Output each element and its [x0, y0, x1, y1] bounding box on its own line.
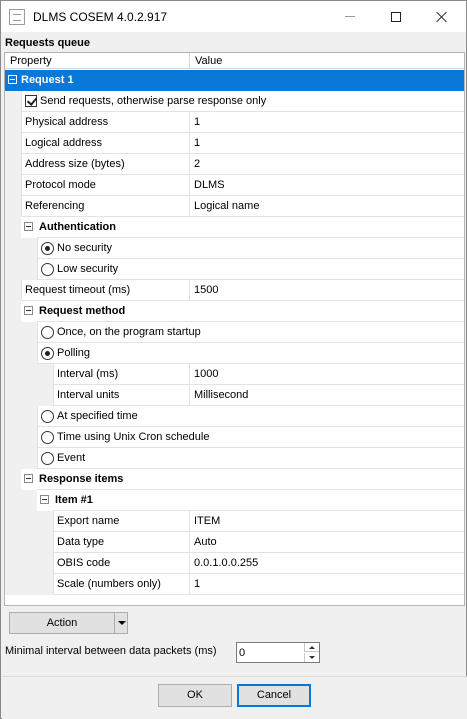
requests-queue-title: Requests queue	[5, 37, 90, 49]
property-row[interactable]	[5, 175, 464, 196]
app-window-icon	[9, 9, 25, 25]
property-label: Physical address	[21, 112, 189, 133]
property-value[interactable]: DLMS	[189, 175, 464, 196]
item-field-label: Scale (numbers only)	[53, 574, 189, 595]
radio-button[interactable]	[41, 326, 54, 339]
method-option-label: Event	[57, 452, 86, 464]
property-row[interactable]	[5, 280, 464, 301]
item-field-value[interactable]: 0.0.1.0.0.255	[189, 553, 464, 574]
window-title: DLMS COSEM 4.0.2.917	[33, 10, 168, 24]
action-split-button[interactable]	[9, 612, 128, 634]
property-value[interactable]: 1	[189, 133, 464, 154]
collapse-icon[interactable]	[40, 495, 49, 504]
collapse-icon[interactable]	[24, 222, 33, 231]
method-option-row[interactable]	[5, 322, 464, 343]
auth-option-label: Low security	[57, 263, 119, 275]
polling-property-value[interactable]: 1000	[189, 364, 464, 385]
close-icon	[436, 11, 448, 23]
response-items-category[interactable]	[5, 469, 464, 490]
collapse-icon[interactable]	[24, 306, 33, 315]
dialog-footer	[2, 676, 467, 719]
item-field-label: Data type	[53, 532, 189, 553]
minimize-icon	[345, 16, 355, 17]
property-column-header: Property	[10, 55, 52, 67]
radio-button[interactable]	[41, 431, 54, 444]
polling-property-label: Interval units	[53, 385, 189, 406]
min-interval-input[interactable]	[239, 645, 301, 660]
item-field-row[interactable]	[5, 574, 464, 595]
polling-property-label: Interval (ms)	[53, 364, 189, 385]
item-field-value[interactable]: Auto	[189, 532, 464, 553]
radio-button[interactable]	[41, 452, 54, 465]
request-1-row[interactable]	[5, 70, 464, 91]
request-method-label: Request method	[37, 301, 464, 322]
method-option-row[interactable]	[5, 427, 464, 448]
request-1-label: Request 1	[21, 74, 74, 86]
method-option-label: Polling	[57, 347, 91, 359]
maximize-button[interactable]	[373, 1, 419, 32]
maximize-icon	[391, 12, 401, 22]
title-bar[interactable]	[1, 1, 466, 32]
collapse-icon[interactable]	[8, 75, 17, 84]
item-1-category[interactable]	[5, 490, 464, 511]
item-field-label: Export name	[53, 511, 189, 532]
property-label: Referencing	[21, 196, 189, 217]
request-method-category[interactable]	[5, 301, 464, 322]
min-interval-label: Minimal interval between data packets (ms)	[5, 645, 217, 657]
property-row[interactable]	[5, 133, 464, 154]
method-option-row[interactable]	[5, 448, 464, 469]
item-field-row[interactable]	[5, 532, 464, 553]
request-timeout-label: Request timeout (ms)	[21, 280, 189, 301]
item-field-row[interactable]	[5, 553, 464, 574]
property-grid[interactable]	[4, 52, 465, 606]
send-requests-label: Send requests, otherwise parse response only	[40, 95, 267, 107]
auth-option-row[interactable]	[5, 259, 464, 280]
response-items-label: Response items	[37, 469, 464, 490]
item-1-label: Item #1	[53, 490, 464, 511]
send-requests-row[interactable]	[5, 91, 464, 112]
property-row[interactable]	[5, 196, 464, 217]
property-row[interactable]	[5, 112, 464, 133]
value-column-header: Value	[195, 55, 223, 67]
method-option-label: At specified time	[57, 410, 138, 422]
cancel-button[interactable]: Cancel	[237, 684, 311, 707]
min-interval-spinner[interactable]	[236, 642, 320, 663]
polling-property-value[interactable]: Millisecond	[189, 385, 464, 406]
radio-button[interactable]	[41, 263, 54, 276]
item-field-value[interactable]: 1	[189, 574, 464, 595]
request-timeout-value[interactable]: 1500	[189, 280, 464, 301]
auth-option-label: No security	[57, 242, 113, 254]
property-value[interactable]: 1	[189, 112, 464, 133]
polling-property-row[interactable]	[5, 364, 464, 385]
authentication-label: Authentication	[37, 217, 464, 238]
action-button-label: Action	[46, 617, 78, 629]
close-button[interactable]	[419, 1, 465, 32]
property-label: Address size (bytes)	[21, 154, 189, 175]
grid-header	[5, 53, 464, 69]
collapse-icon[interactable]	[24, 474, 33, 483]
property-row[interactable]	[5, 154, 464, 175]
method-option-row[interactable]	[5, 343, 464, 364]
property-label: Logical address	[21, 133, 189, 154]
spin-up-icon[interactable]	[304, 643, 319, 652]
ok-button[interactable]: OK	[158, 684, 232, 707]
authentication-category[interactable]	[5, 217, 464, 238]
radio-button[interactable]	[41, 347, 54, 360]
auth-option-row[interactable]	[5, 238, 464, 259]
polling-property-row[interactable]	[5, 385, 464, 406]
property-value[interactable]: 2	[189, 154, 464, 175]
dropdown-arrow-icon[interactable]	[118, 621, 126, 625]
method-option-label: Once, on the program startup	[57, 326, 201, 338]
item-field-label: OBIS code	[53, 553, 189, 574]
item-field-value[interactable]: ITEM	[189, 511, 464, 532]
radio-button[interactable]	[41, 242, 54, 255]
property-value[interactable]: Logical name	[189, 196, 464, 217]
minimize-button[interactable]	[327, 1, 373, 32]
property-label: Protocol mode	[21, 175, 189, 196]
spin-down-icon[interactable]	[304, 653, 319, 662]
method-option-row[interactable]	[5, 406, 464, 427]
send-requests-checkbox[interactable]	[25, 95, 37, 107]
item-field-row[interactable]	[5, 511, 464, 532]
radio-button[interactable]	[41, 410, 54, 423]
method-option-label: Time using Unix Cron schedule	[57, 431, 210, 443]
